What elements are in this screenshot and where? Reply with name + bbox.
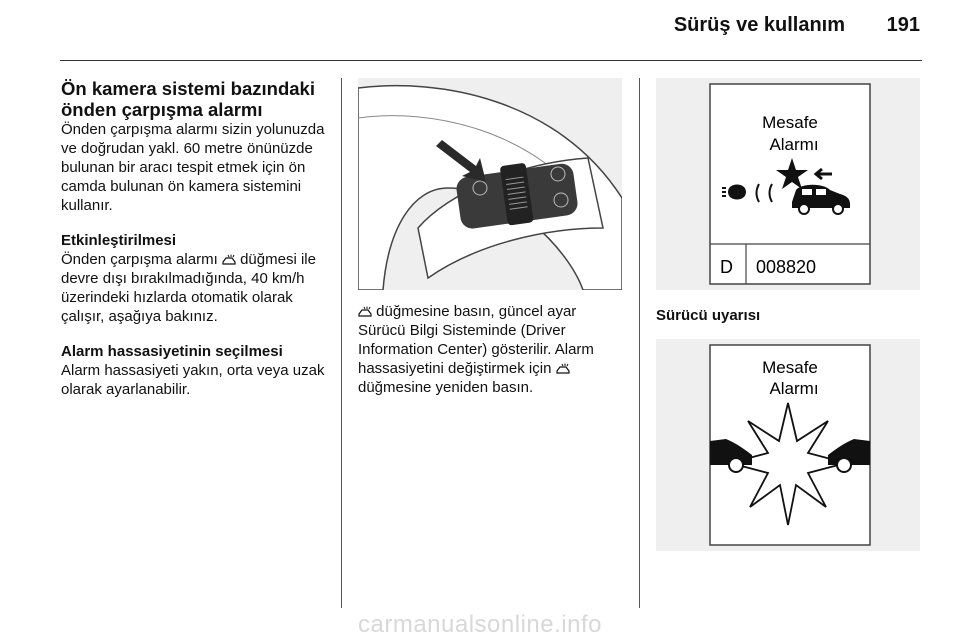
caption-text-part1: düğmesine basın, güncel ayar Sürücü Bilgi Sisteminde (Driver Information Center) gösterilir. Alarm hassasiyetini değiştirmek için [358,303,594,377]
collision-alert-button-icon [556,363,570,374]
collision-alert-button-icon [222,254,236,265]
column-1 [61,78,331,399]
collision-alert-button-icon [358,306,372,317]
warning-title-line2: Alarmı [769,379,819,398]
intro-paragraph: Önden çarpışma alarmı sizin yolunuzda ve doğrudan yakl. 60 metre önünüzde bulunan bir aracı tespit etmek için ön camda bulunan ön kamera sistemini kullanır. [61,121,325,214]
driver-warning-heading: Sürücü uyarısı [656,307,761,324]
driver-warning-display-drawing [656,339,920,551]
sensitivity-heading: Alarm hassasiyetinin seçilmesi [61,343,283,360]
page-number: 191 [886,14,920,36]
distance-alarm-display [656,78,920,290]
driver-warning-display [656,339,920,551]
button-caption [358,302,624,397]
column-3 [656,78,922,551]
running-header: Sürüş ve kullanım [673,14,845,36]
display-title-line2: Alarmı [769,135,819,154]
activation-paragraph [61,250,331,326]
column-2 [358,78,624,397]
activation-heading: Etkinleştirilmesi [61,232,177,249]
column-divider-2 [639,78,640,608]
activation-text-pre: Önden çarpışma alarmı [61,251,218,268]
steering-wheel-illustration [358,78,622,290]
sensitivity-paragraph: Alarm hassasiyeti yakın, orta veya uzak olarak ayarlanabilir. [61,362,325,398]
steering-wheel-drawing [358,78,622,290]
caption-text-part2: düğmesine yeniden basın. [358,379,534,396]
display-title-line1: Mesafe [762,113,818,132]
column-divider-1 [341,78,342,608]
section-heading: Ön kamera sistemi bazındaki önden çarpışma alarmı [61,78,315,120]
distance-alarm-display-drawing [656,78,920,290]
activation-text-post: düğmesi ile devre dışı bırakılmadığında, 40 km/h üzerindeki hızlarda otomatik olarak çalışır, aşağıya bakınız. [61,251,316,325]
odometer-readout: 008820 [756,257,817,277]
gear-indicator: D [720,257,733,277]
warning-title-line1: Mesafe [762,358,818,377]
header-divider [60,60,922,61]
watermark: carmanualsonline.info [358,611,602,638]
